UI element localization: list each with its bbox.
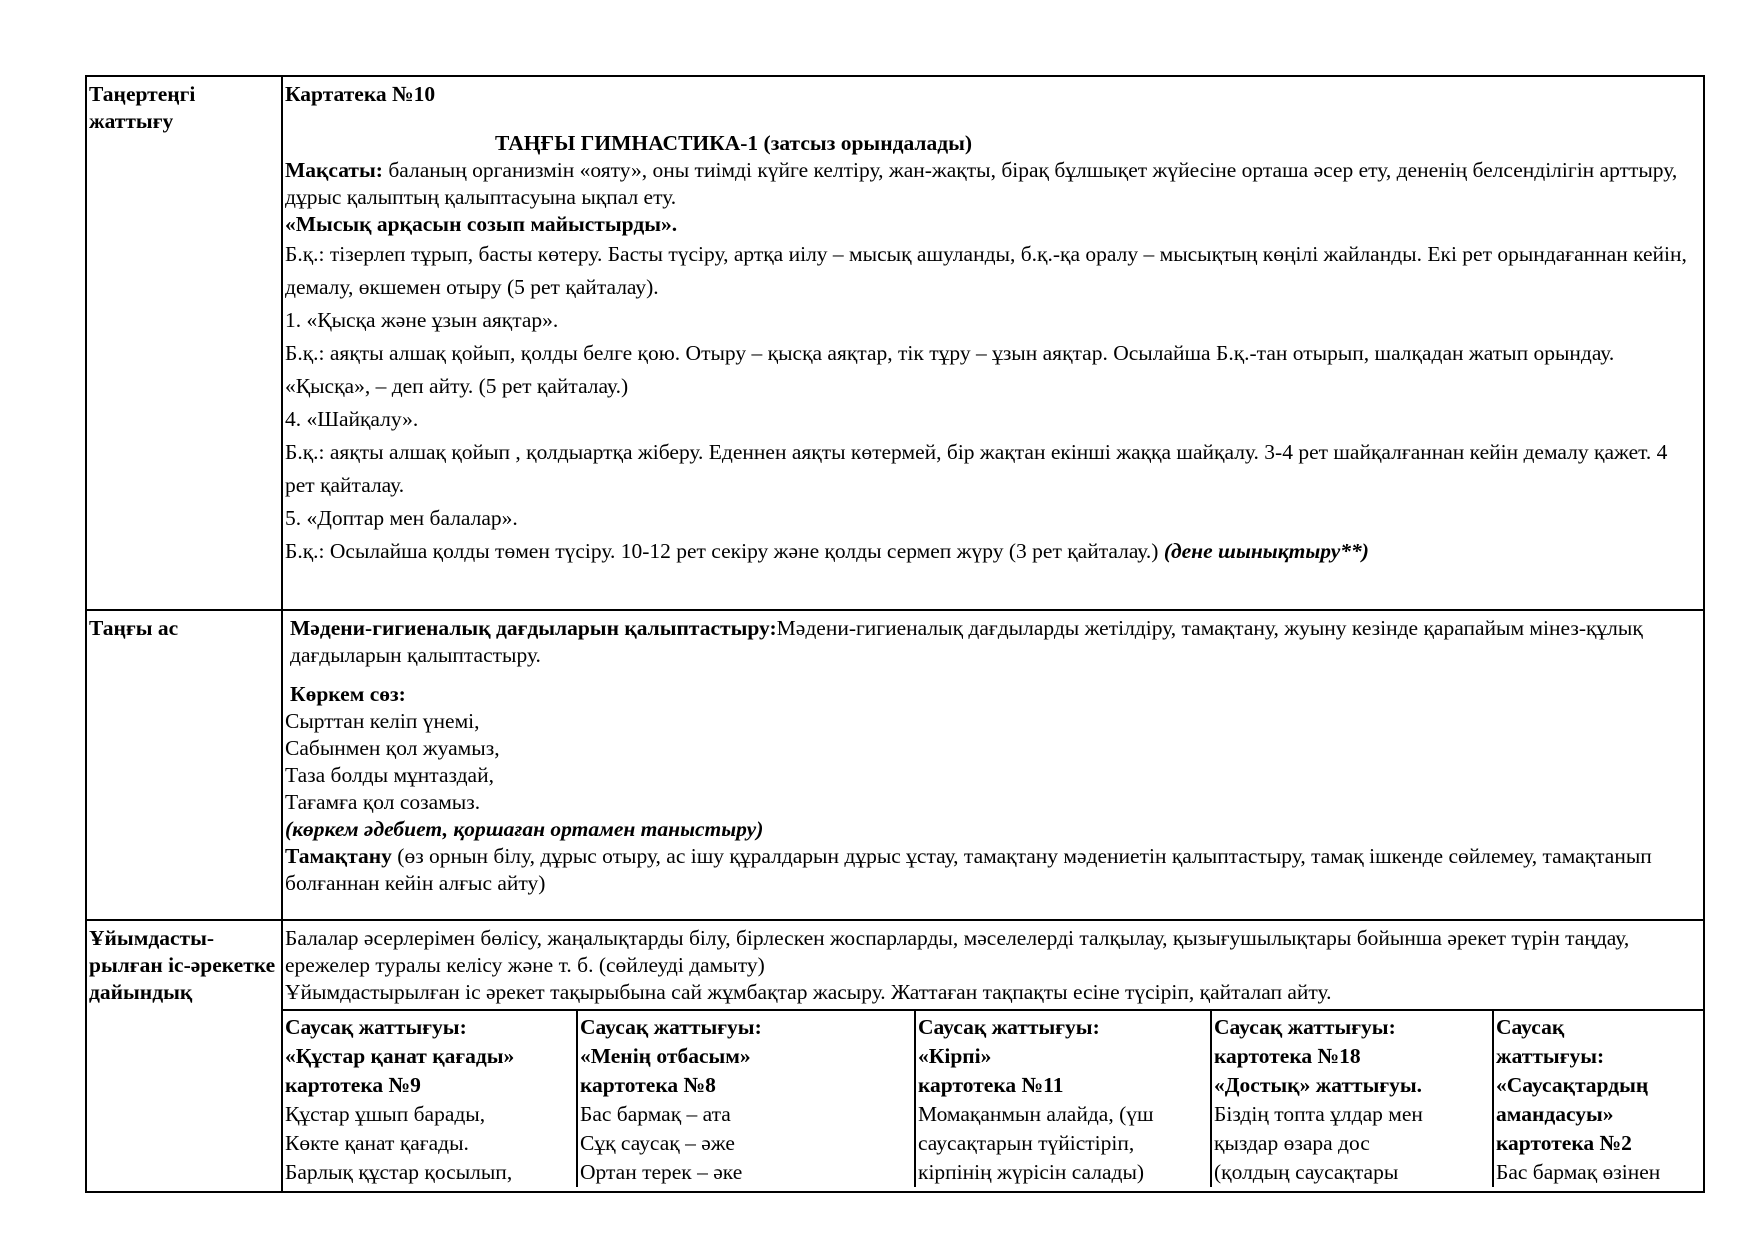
finger-head-line: жаттығуы: xyxy=(1496,1044,1605,1068)
finger-head-line: картотека №8 xyxy=(580,1073,716,1097)
finger-verse-line: Бас бармақ өзінен xyxy=(1496,1160,1661,1184)
prep-text-2: Ұйымдастырылған іс әрекет тақырыбына сай жұмбақтар жасыру. Жаттаған тақпақты есіне түсіріп, қайталап айту. xyxy=(285,980,1332,1004)
finger-exercise-hedgehog xyxy=(915,1010,1211,1187)
prep-text-1: Балалар әсерлерімен бөлісу, жаңалықтарды білу, бірлескен жоспарларды, мәселелерді талқылау, қызығушылықтары бойынша әрекет түрін таңдау, ережелер туралы келісу және т. б. (сөйлеуді дамыту) xyxy=(285,926,1630,977)
finger-head-line: «Достық» жаттығуы. xyxy=(1214,1073,1423,1097)
hygiene-text: Мәдени-гигиеналық дағдыларды жетілдіру, тамақтану, жуыну кезінде қарапайым мінез-құлық дағдыларын қалыптастыру. xyxy=(290,616,1643,667)
morning-content xyxy=(282,76,1704,610)
finger-head-line: картотека №9 xyxy=(285,1073,421,1097)
exercise-legs-text: Б.қ.: аяқты алшақ қойып, қолды белге қою. Отыру – қысқа аяқтар, тік тұру – ұзын аяқтар. Осылайша Б.қ.-тан отырып, шалқадан жатып орындау. «Қысқа», – деп айту. (5 рет қайталау.) xyxy=(285,341,1615,398)
goal-text: баланың организмін «ояту», оны тиімді күйге келтіру, жан-жақты, бірақ бұлшықет жүйесіне орташа әсер ету, дененің белсенділігін арттыру, дұрыс қалыптың қалыптасуына ықпал ету. xyxy=(285,158,1678,209)
exercise-balls-text: Б.қ.: Осылайша қолды төмен түсіру. 10-12 рет секіру және қолды сермеп жүру (3 рет қайталау.) xyxy=(285,539,1164,563)
finger-head-line: «Кірпі» xyxy=(918,1044,992,1068)
finger-verse-line: Біздің топта ұлдар мен xyxy=(1214,1102,1423,1126)
meal-paragraph xyxy=(285,843,1701,897)
finger-exercise-greeting xyxy=(1493,1010,1703,1187)
finger-verse-line: Ортан терек – әке xyxy=(580,1160,743,1184)
finger-head-line: картотека №18 xyxy=(1214,1044,1361,1068)
row-breakfast xyxy=(86,610,1704,920)
row-label-prep: Ұйымдасты-рылған іс-әрекетке дайындық xyxy=(86,920,282,1192)
exercise-balls-title: 5. «Доптар мен балалар». xyxy=(285,506,518,530)
poem-note: (көркем әдебиет, қоршаған ортамен таныстыру) xyxy=(285,817,764,841)
finger-head-line: картотека №11 xyxy=(918,1073,1064,1097)
breakfast-content xyxy=(282,610,1704,920)
exercise-cat-text: Б.қ.: тізерлеп тұрып, басты көтеру. Басты түсіру, артқа иілу – мысық ашуланды, б.қ.-қа оралу – мысықтың көңілі жайланды. Екі рет орындағаннан кейін, демалу, өкшемен отыру (5 рет қайталау). xyxy=(285,242,1687,299)
exercise-balls-paragraph xyxy=(285,535,1701,568)
finger-head-line: Саусақ жаттығуы: xyxy=(918,1015,1100,1039)
finger-head-line: «Құстар қанат қағады» xyxy=(285,1044,515,1068)
hygiene-paragraph xyxy=(285,615,1701,669)
finger-exercise-friendship xyxy=(1211,1010,1493,1187)
finger-verse-line: саусақтарын түйістіріп, xyxy=(918,1131,1135,1155)
finger-head-line: Саусақ жаттығуы: xyxy=(1214,1015,1396,1039)
row-label-breakfast: Таңғы ас xyxy=(86,610,282,920)
daily-plan-table xyxy=(85,75,1705,1193)
finger-verse-line: Момақанмын алайда, (үш xyxy=(918,1102,1154,1126)
finger-head-line: Саусақ жаттығуы: xyxy=(580,1015,762,1039)
finger-verse-line: (қолдың саусақтары xyxy=(1214,1160,1399,1184)
finger-verse-line: Барлық құстар қосылып, xyxy=(285,1160,513,1184)
finger-verse-line: кірпінің жүрісін салады) xyxy=(918,1160,1145,1184)
finger-head-line: «Саусақтардың xyxy=(1496,1073,1649,1097)
meal-label: Тамақтану xyxy=(285,844,392,868)
gymnastics-title: ТАҢҒЫ ГИМНАСТИКА-1 (затсыз орындалады) xyxy=(495,131,973,155)
goal-label: Мақсаты: xyxy=(285,158,383,182)
exercise-balls-note: (дене шынықтыру**) xyxy=(1163,539,1369,563)
exercise-legs-title: 1. «Қысқа және ұзын аяқтар». xyxy=(285,308,559,332)
poem-line: Тағамға қол созамыз. xyxy=(285,790,481,814)
finger-head-line: Саусақ xyxy=(1496,1015,1565,1039)
goal-paragraph xyxy=(285,157,1701,211)
finger-exercise-birds xyxy=(283,1010,577,1187)
row-morning-exercise xyxy=(86,76,1704,610)
exercise-cat-title: «Мысық арқасын созып майыстырды». xyxy=(285,212,678,236)
poem-line: Сабынмен қол жуамыз, xyxy=(285,736,500,760)
card-number: Картатека №10 xyxy=(285,82,436,106)
finger-verse-line: Көкте қанат қағады. xyxy=(285,1131,469,1155)
poem-line: Таза болды мұнтаздай, xyxy=(285,763,494,787)
row-label-morning: Таңертеңгі жаттығу xyxy=(86,76,282,610)
finger-head-line: «Менің отбасым» xyxy=(580,1044,751,1068)
poem-label: Көркем сөз: xyxy=(290,682,406,706)
poem-line: Сырттан келіп үнемі, xyxy=(285,709,480,733)
finger-verse-line: Құстар ұшып барады, xyxy=(285,1102,486,1126)
row-activity-prep xyxy=(86,920,1704,1192)
finger-exercise-family xyxy=(577,1010,915,1187)
prep-content xyxy=(282,920,1704,1192)
meal-text: (өз орнын білу, дұрыс отыру, ас ішу құралдарын дұрыс ұстау, тамақтану мәдениетін қалыптастыру, тамақ ішкенде сөйлемеу, тамақтанып болғаннан кейін алғыс айту) xyxy=(285,844,1652,895)
finger-verse-line: қыздар өзара дос xyxy=(1214,1131,1370,1155)
document-page xyxy=(85,75,1705,1193)
finger-verse-line: Сұқ саусақ – әже xyxy=(580,1131,735,1155)
finger-head-line: амандасуы» xyxy=(1496,1102,1614,1126)
finger-exercises-table xyxy=(283,1009,1703,1187)
finger-head-line: картотека №2 xyxy=(1496,1131,1632,1155)
exercise-swing-title: 4. «Шайқалу». xyxy=(285,407,419,431)
exercise-swing-text: Б.қ.: аяқты алшақ қойып , қолдыартқа жіберу. Еденнен аяқты көтермей, бір жақтан екінші жаққа шайқалу. 3-4 рет шайқалғаннан кейін демалу қажет. 4 рет қайталау. xyxy=(285,440,1668,497)
hygiene-label: Мәдени-гигиеналық дағдыларын қалыптастыру: xyxy=(290,616,777,640)
finger-head-line: Саусақ жаттығуы: xyxy=(285,1015,467,1039)
finger-verse-line: Бас бармақ – ата xyxy=(580,1102,731,1126)
